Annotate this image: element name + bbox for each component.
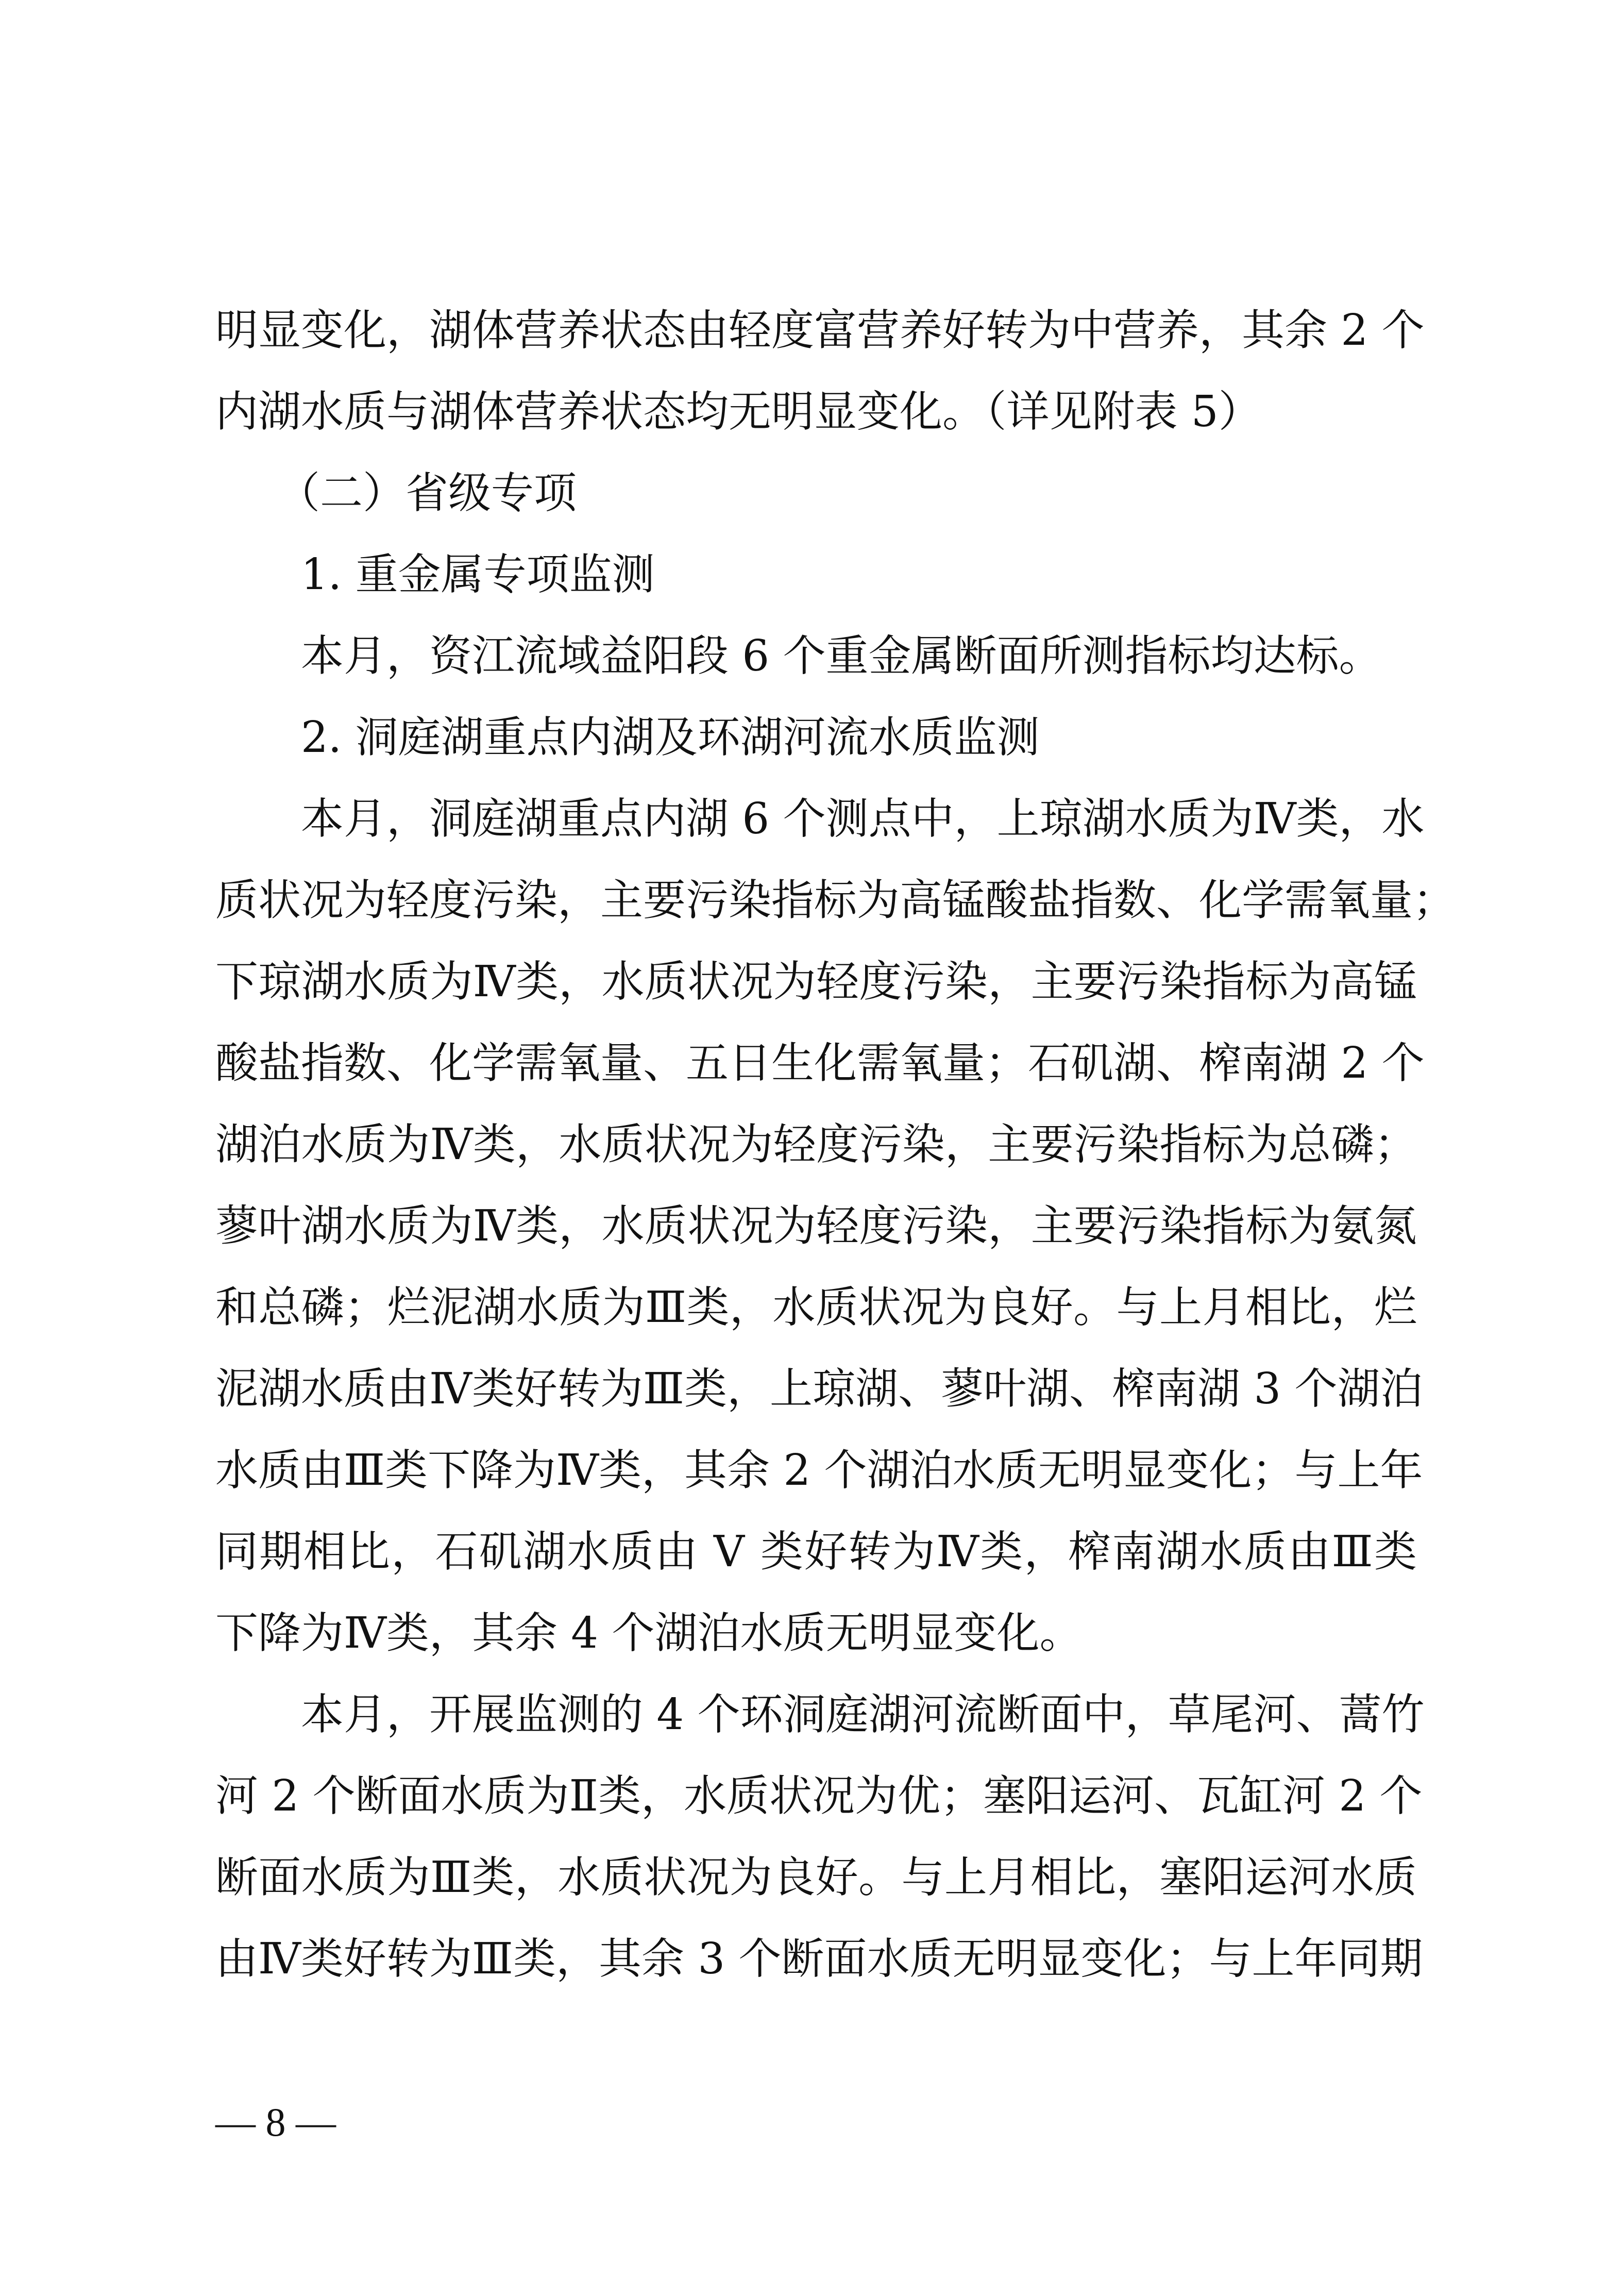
subsection-heading: 2. 洞庭湖重点内湖及环湖河流水质监测 <box>301 712 1040 762</box>
text-line: 蓼叶湖水质为Ⅳ类，水质状况为轻度污染，主要污染指标为氨氮 <box>215 1201 1417 1251</box>
body-text <box>215 290 1456 2000</box>
text-line: 本月，资江流域益阳段 6 个重金属断面所测指标均达标。 <box>301 631 1382 681</box>
section-heading: （二）省级专项 <box>277 468 577 518</box>
text-line: 酸盐指数、化学需氧量、五日生化需氧量；石矶湖、榨南湖 2 个 <box>215 1038 1425 1088</box>
text-line: 本月，洞庭湖重点内湖 6 个测点中，上琼湖水质为Ⅳ类，水 <box>301 794 1425 844</box>
text-line: 下琼湖水质为Ⅳ类，水质状况为轻度污染，主要污染指标为高锰 <box>215 957 1417 1007</box>
text-line: 和总磷；烂泥湖水质为Ⅲ类，水质状况为良好。与上月相比，烂 <box>215 1282 1417 1332</box>
page-number: — 8 — <box>215 2100 336 2144</box>
text-line: 下降为Ⅳ类，其余 4 个湖泊水质无明显变化。 <box>215 1608 1083 1658</box>
text-line: 同期相比，石矶湖水质由 Ⅴ 类好转为Ⅳ类，榨南湖水质由Ⅲ类 <box>215 1527 1417 1577</box>
text-line: 泥湖水质由Ⅳ类好转为Ⅲ类，上琼湖、蓼叶湖、榨南湖 3 个湖泊 <box>215 1364 1423 1414</box>
text-line: 湖泊水质为Ⅳ类，水质状况为轻度污染，主要污染指标为总磷； <box>215 1119 1417 1169</box>
text-line: 内湖水质与湖体营养状态均无明显变化。（详见附表 5） <box>215 387 1261 437</box>
text-line: 断面水质为Ⅲ类，水质状况为良好。与上月相比，塞阳运河水质 <box>215 1852 1417 1902</box>
text-line: 明显变化，湖体营养状态由轻度富营养好转为中营养，其余 2 个 <box>215 305 1425 355</box>
text-line: 河 2 个断面水质为Ⅱ类，水质状况为优；塞阳运河、瓦缸河 2 个 <box>215 1771 1423 1821</box>
text-line: 本月，开展监测的 4 个环洞庭湖河流断面中，草尾河、蒿竹 <box>301 1689 1425 1739</box>
text-line: 水质由Ⅲ类下降为Ⅳ类，其余 2 个湖泊水质无明显变化；与上年 <box>215 1445 1423 1495</box>
subsection-heading: 1. 重金属专项监测 <box>301 549 655 599</box>
text-line: 质状况为轻度污染，主要污染指标为高锰酸盐指数、化学需氧量； <box>215 875 1456 925</box>
text-line: 由Ⅳ类好转为Ⅲ类，其余 3 个断面水质无明显变化；与上年同期 <box>215 1934 1423 1984</box>
